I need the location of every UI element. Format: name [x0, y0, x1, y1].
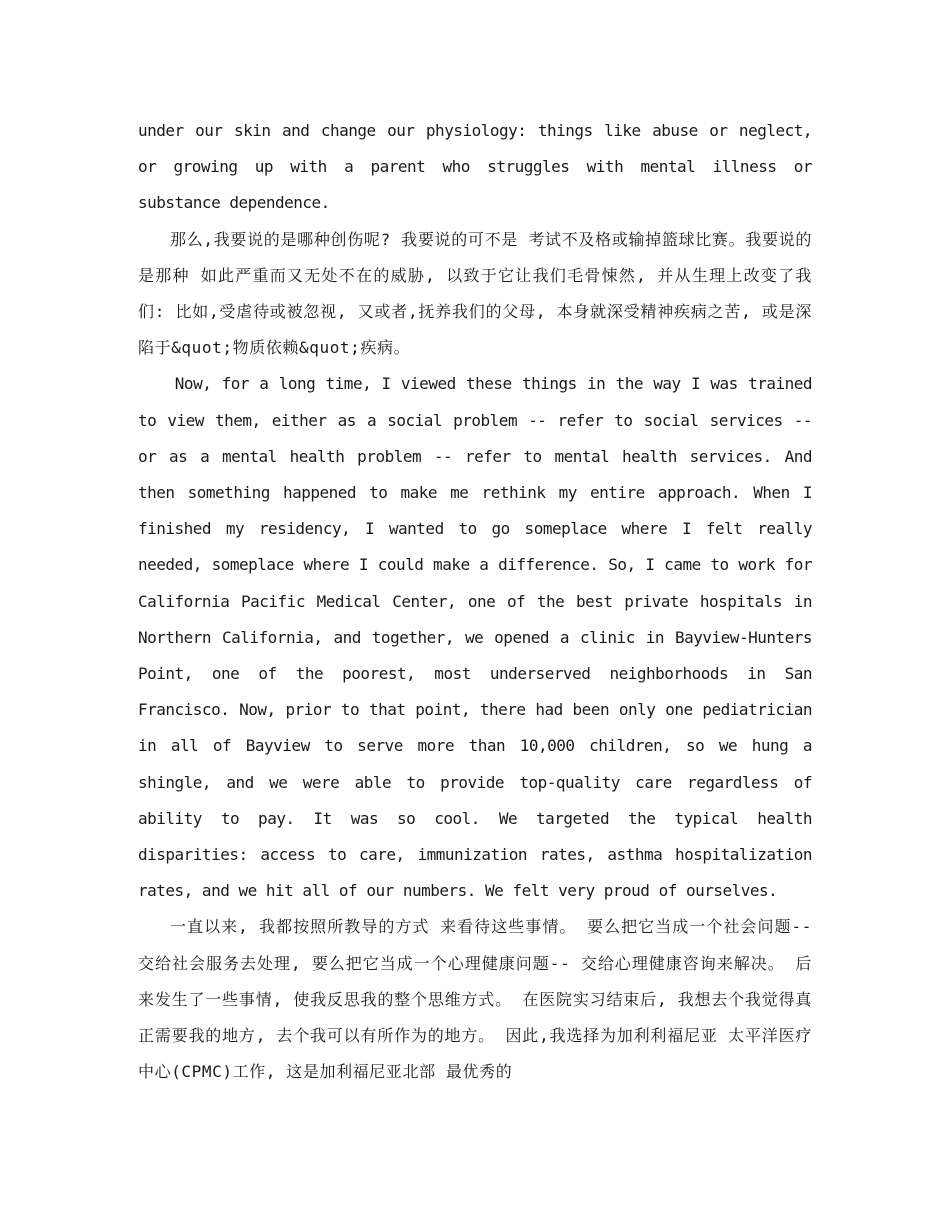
- document-body: [138, 113, 812, 1090]
- paragraph-chinese-2: 一直以来, 我都按照所教导的方式 来看待这些事情。 要么把它当成一个社会问题-- 交给社会服务去处理, 要么把它当成一个心理健康问题-- 交给心理健康咨询来解决。 后来发生了一些事情, 使我反思我的整个思维方式。 在医院实习结束后, 我想去个我觉得真正需要我的地方, 去个我可以有所作为的地方。 因此,我选择为加利利福尼亚 太平洋医疗中心(CPMC)工作, 这是加利福尼亚北部 最优秀的: [138, 917, 812, 1082]
- paragraph-english-2: Now, for a long time, I viewed these things in the way I was trained to view them, either as a social problem -- refer to social services -- or as a mental health problem -- refer to mental health services. And then something happened to make me rethink my entire approach. When I finished my residency, I wanted to go someplace where I felt really needed, someplace where I could make a difference. So, I came to work for California Pacific Medical Center, one of the best private hospitals in Northern California, and together, we opened a clinic in Bayview-Hunters Point, one of the poorest, most underserved neighborhoods in San Francisco. Now, prior to that point, there had been only one pediatrician in all of Bayview to serve more than 10,000 children, so we hung a shingle, and we were able to provide top-quality care regardless of ability to pay. It was so cool. We targeted the typical health disparities: access to care, immunization rates, asthma hospitalization rates, and we hit all of our numbers. We felt very proud of ourselves.: [138, 374, 812, 901]
- paragraph-chinese-1: 那么,我要说的是哪种创伤呢? 我要说的可不是 考试不及格或输掉篮球比赛。我要说的是那种 如此严重而又无处不在的威胁, 以致于它让我们毛骨悚然, 并从生理上改变了我们: 比如,受虐待或被忽视, 又或者,抚养我们的父母, 本身就深受精神疾病之苦, 或是深陷于&quot;物质依赖&quot;疾病。: [138, 229, 812, 358]
- paragraph-english-1: under our skin and change our physiology: things like abuse or neglect, or growing up with a parent who struggles with mental illness or substance dependence.: [138, 121, 812, 213]
